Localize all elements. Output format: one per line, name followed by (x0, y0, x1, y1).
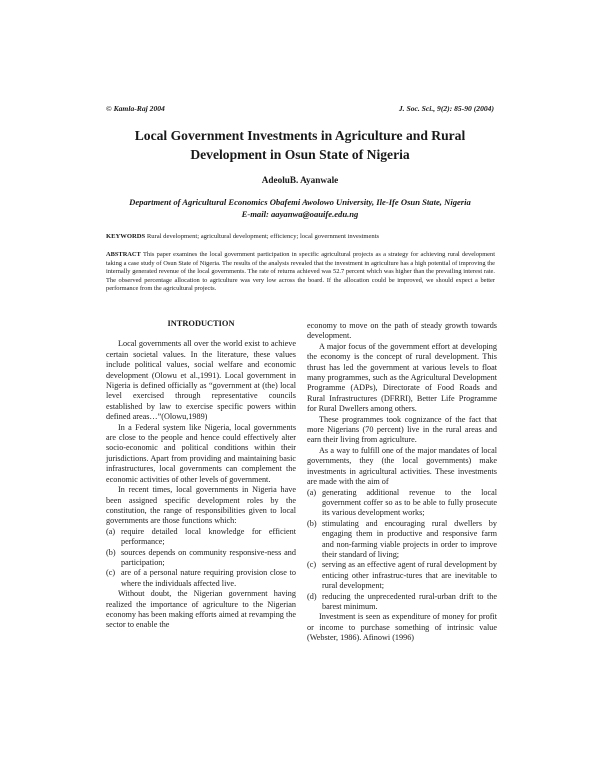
list-marker: (c) (307, 560, 317, 570)
section-heading: INTRODUCTION (167, 319, 235, 328)
left-column (106, 319, 296, 631)
list-text: require detailed local knowledge for efficient performance; (121, 526, 296, 547)
list-text: reducing the unprecedented rural-urban drift to the barest minimum. (322, 591, 497, 611)
list-marker: (d) (307, 591, 317, 601)
keywords-block (106, 233, 498, 240)
list-marker: (b) (307, 518, 317, 528)
abstract-block (106, 251, 495, 294)
list-item (106, 548, 296, 569)
paragraph: In recent times, local governments in Nigeria have been assigned specific development roles by the constitution, the range of responsibilities given to local governments are those functions which: (106, 485, 296, 526)
abstract-label: ABSTRACT (106, 251, 141, 258)
author-affiliation (100, 197, 500, 220)
paragraph: Investment is seen as expenditure of money for profit or income to purchase something of intrinsic value (Webster, 1986). Afinowi (1996) (307, 612, 497, 643)
paragraph: Local governments all over the world exist to achieve certain societal values. In the literature, these values include political values, social welfare and economic development (Olowu et al.,1991). Local government in Nigeria is defined officially as “government at (the) local level exercised through representative councils established by law to exercise specific powers within defined areas…”(Olowu,1989) (106, 339, 296, 422)
keywords-text: Rural development; agricultural development; efficiency; local government investments (146, 233, 380, 240)
journal-citation-header: J. Soc. Sci., 9(2): 85-90 (2004) (398, 104, 494, 113)
paragraph: As a way to fulfill one of the major mandates of local governments, they (the local governments) make investments in agricultural activities. These investments are made with the aim of (307, 445, 497, 487)
list-text: sources depends on community responsive-ness and participation; (121, 547, 296, 567)
list-text: are of a personal nature requiring provision close to where the individuals affected live. (121, 568, 296, 588)
title-line-1: Local Government Investments in Agriculture and Rural (134, 128, 466, 143)
paragraph: A major focus of the government effort at developing the economy is the concept of rural development. This thrust has led the government at various levels to float many programmes, such as the Agricultural Development Programme (ADPs), Directorate of Food Roads and Rural Infrastructures (DFRRI), Better Life Programme for Rural Dwellers among others. (307, 341, 497, 414)
paragraph: These programmes took cognizance of the fact that more Nigerians (70 percent) live in the rural areas and earn their living from agriculture. (307, 414, 497, 445)
paragraph: In a Federal system like Nigeria, local governments are close to the people and hence could effectively alter socio-economic and political conditions within their jurisdictions. Apart from providing and maintaining basic infrastructures, local governments can complement the economic activities of other levels of government. (106, 422, 296, 484)
list-marker: (b) (106, 547, 116, 557)
email-line: E-mail: aayanwa@oauife.edu.ng (241, 208, 359, 219)
paragraph: economy to move on the path of steady growth towards development. (307, 321, 497, 341)
list-item (307, 592, 497, 613)
list-item (106, 527, 296, 548)
abstract-text: This paper examines the local government participation in specific agricultural projects as a strategy for achieving rural development taking a case study of Osun State of Nigeria. The results of the analysis revealed that the investment in agriculture has a high potential of improving the internally generated revenue of the local governments. The rate of returns achieved was 52.7 percent which was higher than the prevailing interest rate. The observed percentage allocation to agriculture was very low across the board. If the allocation could be improved, we should expect a better performance from the agricultural projects. (106, 251, 495, 293)
list-item (307, 488, 497, 519)
list-text: stimulating and encouraging rural dwellers by engaging them in productive and responsive farm and non-farming viable projects in order to improve their standard of living; (322, 518, 497, 559)
right-column (307, 321, 497, 644)
list-marker: (a) (307, 487, 317, 497)
keywords-label: KEYWORDS (106, 233, 146, 240)
list-item (307, 560, 497, 591)
list-marker: (c) (106, 568, 116, 578)
list-item (106, 568, 296, 589)
author-name: AdeoluB. Ayanwale (261, 175, 339, 185)
list-item (307, 519, 497, 561)
paragraph: Without doubt, the Nigerian government having realized the importance of agriculture to the Nigerian economy has been making efforts aimed at revamping the sector to enable the (106, 589, 296, 630)
affiliation-line: Department of Agricultural Economics Obafemi Awolowo University, Ile-Ife Osun State, Nigeria (129, 197, 471, 207)
title-line-2: Development in Osun State of Nigeria (190, 147, 410, 162)
copyright-header: © Kamla-Raj 2004 (106, 104, 165, 113)
list-marker: (a) (106, 526, 116, 536)
paper-title (100, 126, 500, 164)
list-text: serving as an effective agent of rural development by enticing other infrastruc-tures that are inevitable to rural development; (322, 560, 497, 591)
list-text: generating additional revenue to the local government coffer so as to be able to fully prosecute its various development works; (322, 487, 497, 518)
